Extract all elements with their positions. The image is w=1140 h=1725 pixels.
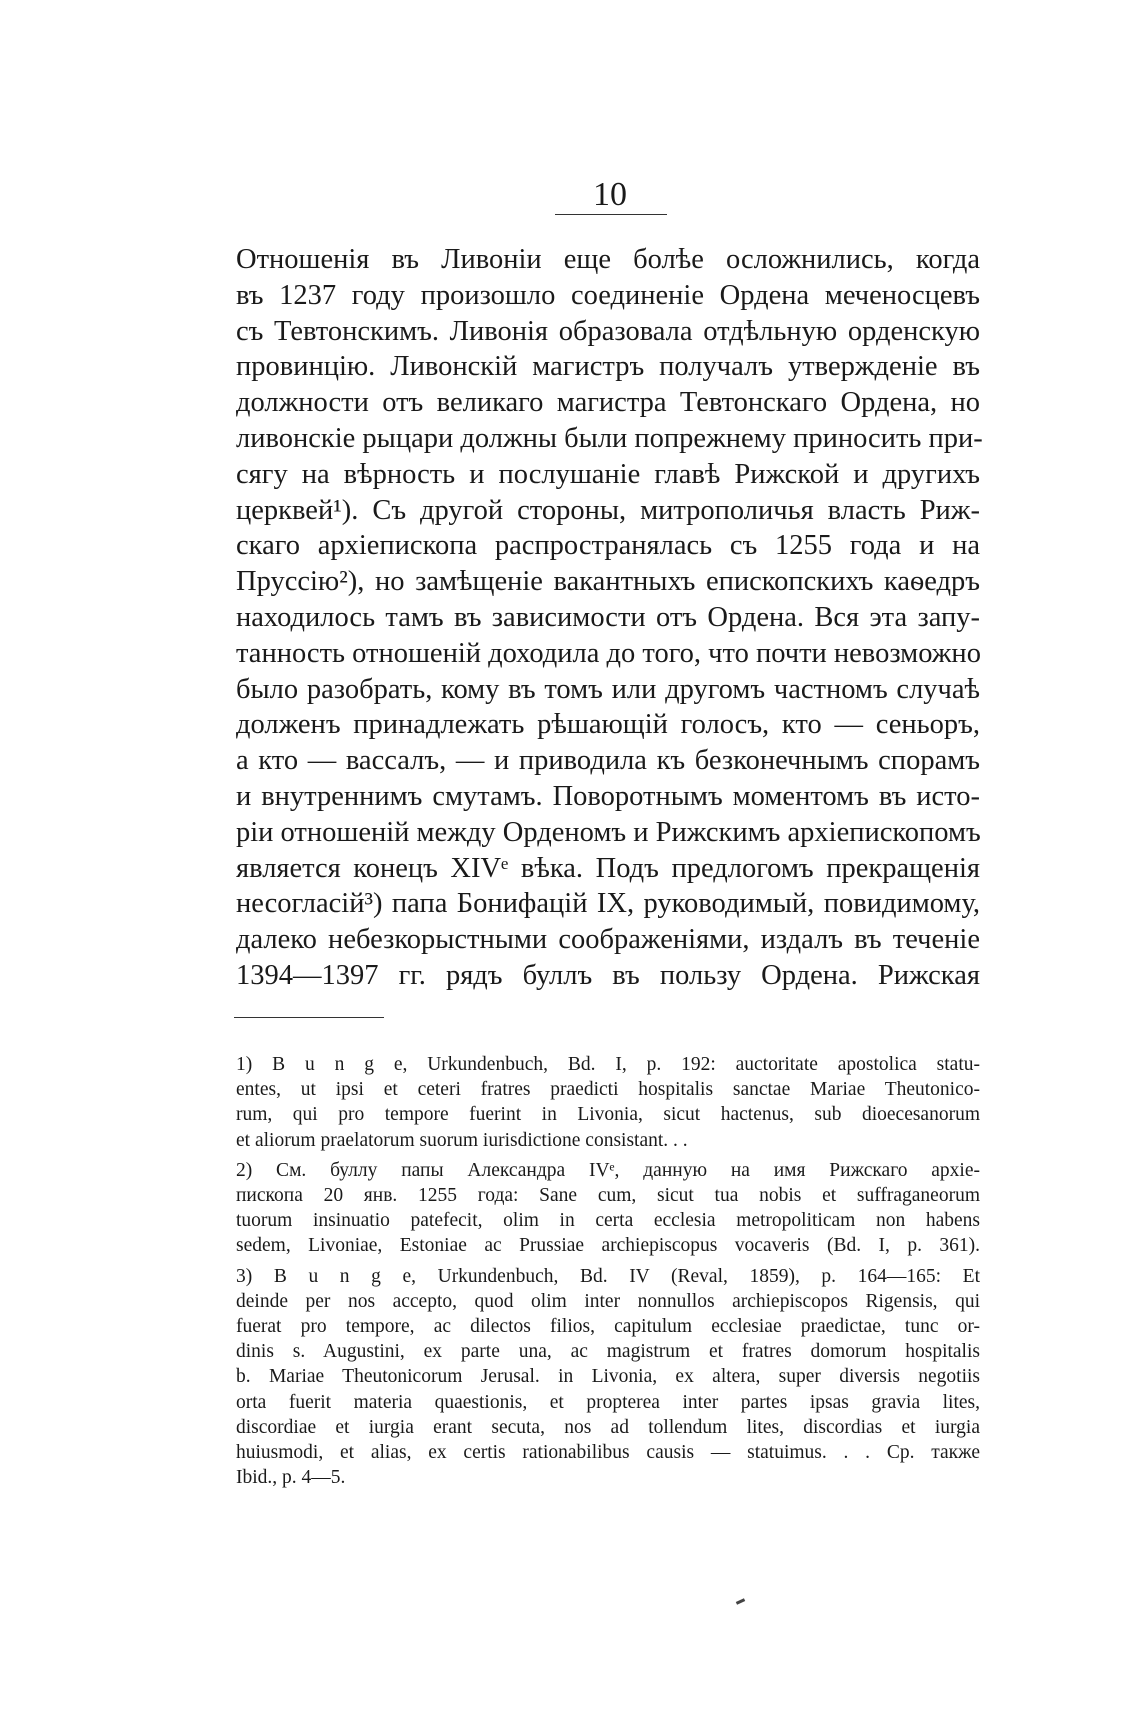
text-line: Отношенія въ Ливоніи еще болѣе осложнились, когда xyxy=(236,244,980,275)
text-line: церквей¹). Съ другой стороны, митрополичья власть Риж- xyxy=(236,494,980,526)
text-line: было разобрать, кому въ томъ или другомъ частномъ случаѣ xyxy=(236,673,980,705)
footnote-line: entes, ut ipsi et ceteri fratres praedicti hospitalis sanctae Mariae Theutonico- xyxy=(236,1079,980,1101)
footnote-line: orta fuerit materia quaestionis, et propterea inter partes ipsas gravia lites, xyxy=(236,1391,980,1413)
footnote-line: deinde per nos accepto, quod olim inter nonnullos archiepiscopos Rigensis, qui xyxy=(236,1290,980,1312)
ink-mark xyxy=(736,1598,745,1605)
footnote-line: tuorum insinuatio patefecit, olim in certa ecclesia metropoliticam non habens xyxy=(236,1210,980,1232)
text-line: ріи отношеній между Орденомъ и Рижскимъ архіепископомъ xyxy=(236,816,981,848)
text-line: должности отъ великаго магистра Тевтонскаго Ордена, но xyxy=(236,387,980,419)
page-number-rule xyxy=(555,214,667,215)
text-line: находилось тамъ въ зависимости отъ Ордена. Вся эта запу- xyxy=(236,601,980,633)
footnote-line: пископа 20 янв. 1255 года: Sane cum, sicut tua nobis et suffraganeorum xyxy=(236,1185,980,1207)
page-number: 10 xyxy=(593,176,627,213)
footnote-3 xyxy=(236,1264,980,1491)
footnote-1 xyxy=(236,1052,980,1153)
footnote-separator xyxy=(234,1017,384,1018)
footnote-line: rum, qui pro tempore fuerint in Livonia, sicut hactenus, sub dioecesanorum xyxy=(236,1104,980,1126)
text-line: далеко небезкорыстными соображеніями, издалъ въ теченіе xyxy=(236,924,980,956)
main-text xyxy=(236,242,983,994)
footnote-line: et aliorum praelatorum suorum iurisdictione consistant. . . xyxy=(236,1129,688,1151)
footnote-line: 3) B u n g e, Urkundenbuch, Bd. IV (Reval, 1859), p. 164—165: Et xyxy=(236,1265,980,1287)
text-line: является конецъ XIVᵉ вѣка. Подъ предлогомъ прекращенія xyxy=(236,852,980,884)
footnote-line: dinis s. Augustini, ex parte una, ac magistrum et fratres domorum hospitalis xyxy=(236,1341,980,1363)
footnote-line: b. Mariae Theutonicorum Jerusal. in Livonia, ex altera, super diversis negotiis xyxy=(236,1366,980,1388)
text-line: провинцію. Ливонскій магистръ получалъ утвержденіе въ xyxy=(236,351,980,383)
text-line: скаго архіепископа распространялась съ 1255 года и на xyxy=(236,530,980,562)
text-line: долженъ принадлежать рѣшающій голосъ, кто — сеньоръ, xyxy=(236,709,980,741)
footnote-line: 2) См. буллу папы Александра IVᵉ, данную на имя Рижскаго архіе- xyxy=(236,1159,980,1181)
footnote-line: 1) B u n g e, Urkundenbuch, Bd. I, p. 192: auctoritate apostolica statu- xyxy=(236,1054,980,1075)
footnote-line: discordiae et iurgia erant secuta, nos ad tollendum lites, discordias et iurgia xyxy=(236,1416,980,1438)
footnote-line: fuerat pro tempore, ac dilectos filios, capitulum ecclesiae praedictae, tunc or- xyxy=(236,1316,980,1338)
text-line: танность отношеній доходила до того, что почти невозможно xyxy=(236,637,981,669)
footnote-line: sedem, Livoniae, Estoniae ac Prussiae archiepiscopus vocaveris (Bd. I, p. 361). xyxy=(236,1235,980,1257)
text-line: а кто — вассалъ, — и приводила къ безконечнымъ спорамъ xyxy=(236,745,980,777)
text-line: ливонскіе рыцари должны были попрежнему приносить при- xyxy=(236,422,983,454)
text-line: несогласій³) папа Бонифацій IX, руководимый, повидимому, xyxy=(236,888,980,920)
text-line: съ Тевтонскимъ. Ливонія образовала отдѣльную орденскую xyxy=(236,315,980,347)
text-line: Пруссію²), но замѣщеніе вакантныхъ епископскихъ каѳедръ xyxy=(236,566,980,598)
text-line: 1394—1397 гг. рядъ буллъ въ пользу Ордена. Рижская xyxy=(236,959,980,991)
text-line: сягу на вѣрность и послушаніе главѣ Рижской и другихъ xyxy=(236,458,980,490)
footnotes xyxy=(236,1052,980,1490)
text-line: и внутреннимъ смутамъ. Поворотнымъ моментомъ въ исто- xyxy=(236,780,980,812)
footnote-line: huiusmodi, et alias, ex certis rationabilibus causis — statuimus. . . Ср. также xyxy=(236,1442,980,1464)
footnote-2 xyxy=(236,1158,980,1259)
text-line: въ 1237 году произошло соединеніе Ордена меченосцевъ xyxy=(236,279,980,311)
footnote-line: Ibid., p. 4—5. xyxy=(236,1467,346,1489)
